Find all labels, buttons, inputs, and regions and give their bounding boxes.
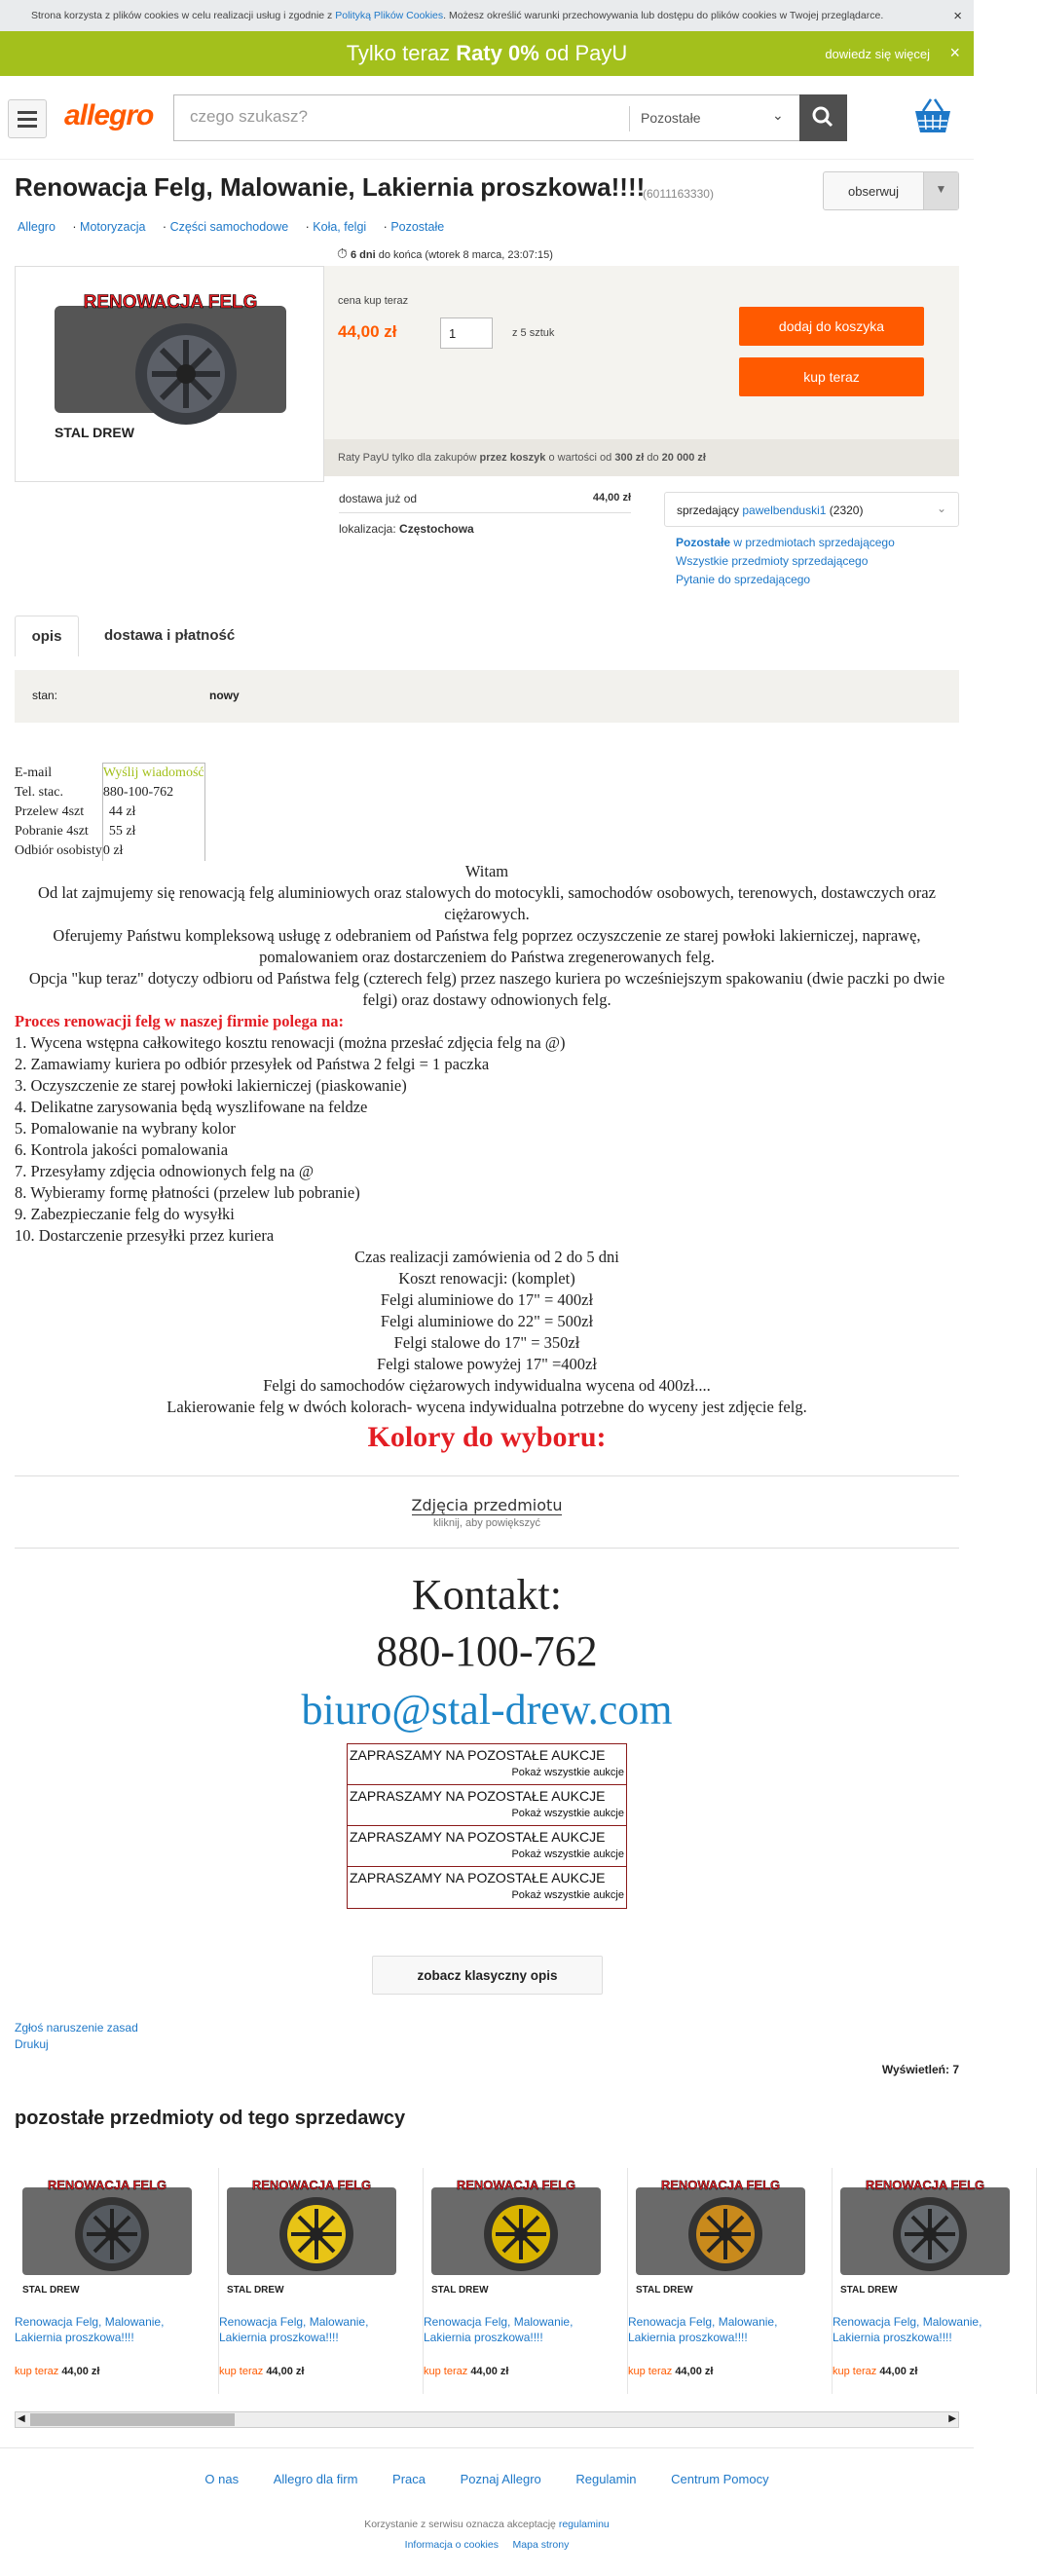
footer-link[interactable]: Allegro dla firm (273, 2472, 358, 2486)
product-thumbnail[interactable] (628, 2168, 813, 2304)
product-price: kup teraz 44,00 zł (628, 2366, 714, 2377)
banner-text: RENOWACJA FELG (47, 2178, 167, 2192)
offer-id: (6011163330) (643, 187, 714, 201)
brand-mark: STAL DREW (636, 2285, 693, 2296)
seller-all-link[interactable]: Wszystkie przedmioty sprzedającego (676, 554, 869, 568)
add-to-cart-button[interactable]: dodaj do koszyka (739, 307, 924, 346)
banner-text: RENOWACJA FELG (83, 292, 258, 313)
product-title-link[interactable]: Renowacja Felg, Malowanie, Lakiernia proszkowa!!!! (219, 2315, 369, 2344)
product-title-link[interactable]: Renowacja Felg, Malowanie, Lakiernia proszkowa!!!! (628, 2315, 778, 2344)
product-price: kup teraz 44,00 zł (424, 2366, 509, 2377)
breadcrumb-item[interactable]: Koła, felgi (313, 220, 367, 234)
seller-link[interactable]: pawelbenduski1 (742, 504, 827, 517)
breadcrumb: Allegro · Motoryzacja · Części samochodowe · Koła, felgi · Pozostałe (18, 220, 445, 234)
sitemap-link[interactable]: Mapa strony (512, 2539, 570, 2551)
product-card[interactable] (424, 2168, 628, 2394)
kontakt-heading: Kontakt: (412, 1571, 562, 1619)
other-items-heading: pozostałe przedmioty od tego sprzedawcy (15, 2108, 406, 2129)
colors-heading: Kolory do wyboru: (367, 1421, 607, 1453)
seller-box[interactable]: sprzedający pawelbenduski1 (2320) ⌄ (664, 492, 959, 527)
scrollbar-thumb[interactable] (30, 2413, 235, 2426)
terms-text: Korzystanie z serwisu oznacza akceptację regulaminu (364, 2519, 610, 2530)
main-photo[interactable] (15, 266, 324, 482)
search-placeholder: czego szukasz? (190, 107, 308, 126)
cookie-text: Strona korzysta z plików cookies w celu realizacji usług i zgodnie z (31, 10, 333, 21)
cookie-policy-link[interactable]: Polityką Plików Cookies (335, 10, 444, 21)
category-select[interactable]: Pozostałe (641, 110, 701, 126)
print-link[interactable]: Drukuj (15, 2037, 49, 2051)
description-process: Proces renowacji felg w naszej firmie polega na: 1. Wycena wstępna całkowitego kosztu renowacji (można przesłać zdjęcia felg na @) 2. Zamawiamy kuriera po odbiór przesyłek od Państwa 2 felgi = 1 paczka 3. Oczyszczenie ze starej powłoki lakierniczej (piaskowanie) 4. Delikatne zarysowania będą wyszlifowane na feldze 5. Pomalowanie na wybrany kolor 6. Kontrola jakości pomalowania 7. Przesyłamy zdjęcia odnowionych felg na @ 8. Wybieramy formę płatności (przelew lub pobranie) 9. Zabezpieczanie felg do wysyłki 10. Dostarczenie przesyłki przez kuriera (15, 1011, 959, 1247)
footer-link[interactable]: Poznaj Allegro (460, 2472, 541, 2486)
search-icon (799, 94, 847, 141)
table-cell: 55 zł (102, 822, 204, 841)
banner-text: RENOWACJA FELG (660, 2178, 781, 2192)
menu-icon[interactable] (8, 99, 47, 138)
promo-more-link[interactable]: dowiedz się więcej (825, 47, 930, 61)
footer-link[interactable]: O nas (204, 2472, 240, 2486)
gallery-title[interactable]: Zdjęcia przedmiotu (411, 1496, 563, 1514)
brand-mark: STAL DREW (55, 425, 134, 440)
allegro-logo[interactable]: allegro (64, 99, 154, 131)
product-title-link[interactable]: Renowacja Felg, Malowanie, Lakiernia proszkowa!!!! (833, 2315, 982, 2344)
table-cell: Pobranie 4szt (15, 822, 102, 841)
breadcrumb-item[interactable]: Części samochodowe (169, 220, 289, 234)
process-heading: Proces renowacji felg w naszej firmie polega na: (15, 1012, 345, 1030)
location-value: Częstochowa (399, 522, 474, 536)
promo-bar (0, 31, 974, 76)
close-icon[interactable]: × (949, 43, 960, 62)
other-auctions-box (347, 1743, 627, 1909)
condition-row: stan: nowy (15, 670, 959, 723)
footer-link[interactable]: Praca (392, 2472, 426, 2486)
other-items-carousel (15, 2168, 985, 2402)
product-card[interactable] (628, 2168, 833, 2394)
product-card[interactable] (15, 2168, 219, 2394)
footer-link[interactable]: Centrum Pomocy (671, 2472, 769, 2486)
chevron-down-icon: ⌄ (772, 107, 784, 123)
banner-text: RENOWACJA FELG (456, 2178, 576, 2192)
description-pricing: Czas realizacji zamówienia od 2 do 5 dni Koszt renowacji: (komplet) Felgi aluminiowe do 17" = 400zł Felgi aluminiowe do 22" = 500zł Felgi stalowe do 17" = 350zł Felgi stalowe powyżej 17" =400zł Felgi do samochodów ciężarowych indywidualna wycena od 400zł.... Lakierowanie felg w dwóch kolorach- wycena indywidualna potrzebne do wyceny jest zdjęcie felg. (167, 1248, 807, 1416)
price-label: cena kup teraz (338, 295, 409, 307)
shipping-info (339, 492, 631, 536)
tab-delivery[interactable]: dostawa i płatność (104, 627, 236, 644)
brand-mark: STAL DREW (840, 2285, 898, 2296)
banner-text: RENOWACJA FELG (865, 2178, 985, 2192)
breadcrumb-item[interactable]: Allegro (18, 220, 56, 234)
table-cell: 0 zł (102, 841, 204, 861)
carousel-scrollbar[interactable] (15, 2411, 959, 2428)
views-count: Wyświetleń: 7 (881, 2063, 959, 2076)
terms-link[interactable]: regulaminu (558, 2519, 610, 2530)
delivery-price: 44,00 zł (592, 492, 631, 504)
watch-button[interactable]: obserwuj ▼ (823, 171, 959, 210)
description-intro: Witam Od lat zajmujemy się renowacją felg aluminiowych oraz stalowych do motocykli, samochodów osobowych, terenowych, dostawczych oraz ciężarowych. Oferujemy Państwu kompleksową usługę z odebraniem od Państwa felg poprzez oczyszczenie ze starej powłoki lakierniczej, naprawę, pomalowaniem oraz dostarczeniem do Państwa zregenerowanych felg. Opcja "kup teraz" dotyczy odbioru od Państwa felg (czterech felg) przez naszego kuriera po wcześniejszym spakowaniu (dwie paczki po dwie felgi) oraz dostawy odnowionych felg. (28, 862, 945, 1009)
product-price: kup teraz 44,00 zł (833, 2366, 918, 2377)
list-item[interactable]: ZAPRASZAMY NA POZOSTAŁE AUKCJE Pokaż wszystkie aukcje (348, 1744, 626, 1785)
product-card[interactable] (833, 2168, 1037, 2394)
seller-other-link[interactable]: Pozostałe w przedmiotach sprzedającego (676, 536, 895, 549)
close-icon[interactable]: × (953, 8, 962, 24)
report-violation-link[interactable]: Zgłoś naruszenie zasad (15, 2021, 138, 2035)
gallery[interactable] (15, 1475, 959, 1549)
time-left: ⏱ 6 dni do końca (wtorek 8 marca, 23:07:15) (337, 245, 553, 261)
tab-opis[interactable]: opis (15, 616, 79, 656)
search-input[interactable] (173, 94, 799, 141)
breadcrumb-item[interactable]: Pozostałe (390, 220, 445, 234)
product-thumbnail[interactable] (833, 2168, 1018, 2304)
quantity-of: z 5 sztuk (512, 327, 555, 339)
table-cell: 44 zł (102, 803, 204, 822)
arrow-right-icon[interactable]: ▶ (948, 2413, 956, 2424)
list-item[interactable]: ZAPRASZAMY NA POZOSTAŁE AUKCJE Pokaż wszystkie aukcje (348, 1826, 626, 1867)
product-title-link[interactable]: Renowacja Felg, Malowanie, Lakiernia proszkowa!!!! (15, 2315, 165, 2344)
product-thumbnail[interactable] (424, 2168, 609, 2304)
location-label: lokalizacja: (339, 522, 396, 536)
table-cell: E-mail (15, 764, 102, 783)
product-card[interactable] (219, 2168, 424, 2394)
banner-text: RENOWACJA FELG (251, 2178, 372, 2192)
cookies-link[interactable]: Informacja o cookies (404, 2539, 499, 2551)
buy-box (324, 266, 959, 439)
quantity-input[interactable]: 1 (440, 317, 493, 349)
brand-mark: STAL DREW (431, 2285, 489, 2296)
cart-icon[interactable] (911, 97, 954, 136)
chevron-down-icon: ⌄ (936, 502, 946, 515)
brand-mark: STAL DREW (227, 2285, 284, 2296)
footer-sub-links (0, 2539, 974, 2551)
arrow-left-icon[interactable]: ◀ (18, 2413, 25, 2424)
buy-now-button[interactable]: kup teraz (739, 357, 924, 396)
product-title-link[interactable]: Renowacja Felg, Malowanie, Lakiernia proszkowa!!!! (424, 2315, 574, 2344)
site-header (0, 76, 974, 160)
breadcrumb-item[interactable]: Motoryzacja (80, 220, 146, 234)
footer-links (0, 2472, 974, 2486)
list-item[interactable]: ZAPRASZAMY NA POZOSTAŁE AUKCJE Pokaż wszystkie aukcje (350, 1870, 624, 1901)
seller-links (676, 534, 895, 589)
clock-icon: ⏱ (337, 245, 348, 261)
delivery-label: dostawa już od (339, 492, 418, 505)
cookie-bar (0, 0, 974, 31)
footer (0, 2447, 974, 2576)
table-cell: Tel. stac. (15, 783, 102, 803)
table-cell: Odbiór osobisty (15, 841, 102, 861)
kontakt-email[interactable]: biuro@stal-drew.com (301, 1686, 673, 1734)
ask-seller-link[interactable]: Pytanie do sprzedającego (676, 573, 811, 586)
kontakt-phone: 880-100-762 (376, 1627, 598, 1675)
cookie-text-after: . Możesz określić warunki przechowywania lub dostępu do plików cookies w Twojej przeglądarce. (443, 10, 884, 21)
page-title: Renowacja Felg, Malowanie, Lakiernia proszkowa!!!! (15, 172, 646, 202)
classic-description-button[interactable]: zobacz klasyczny opis (372, 1956, 603, 1995)
send-message-link[interactable]: Wyślij wiadomość (102, 764, 204, 783)
table-cell: 880-100-762 (102, 783, 204, 803)
search-button[interactable] (799, 94, 847, 141)
payu-note: Raty PayU tylko dla zakupów przez koszyk o wartości od 300 zł do 20 000 zł (324, 439, 959, 476)
footer-link[interactable]: Regulamin (575, 2472, 637, 2486)
table-cell: Przelew 4szt (15, 803, 102, 822)
brand-mark: STAL DREW (22, 2285, 80, 2296)
product-price: kup teraz 44,00 zł (15, 2366, 100, 2377)
product-thumbnail[interactable] (219, 2168, 404, 2304)
product-price: kup teraz 44,00 zł (219, 2366, 305, 2377)
tabs (15, 616, 959, 656)
price: 44,00 zł (338, 322, 397, 341)
promo-text: Tylko teraz Raty 0% od PayU (346, 41, 628, 65)
contact-table (15, 763, 205, 861)
list-item[interactable]: ZAPRASZAMY NA POZOSTAŁE AUKCJE Pokaż wszystkie aukcje (348, 1785, 626, 1826)
chevron-down-icon[interactable]: ▼ (923, 172, 958, 209)
gallery-hint: kliknij, aby powiększyć (432, 1517, 541, 1529)
product-thumbnail[interactable] (15, 2168, 200, 2304)
